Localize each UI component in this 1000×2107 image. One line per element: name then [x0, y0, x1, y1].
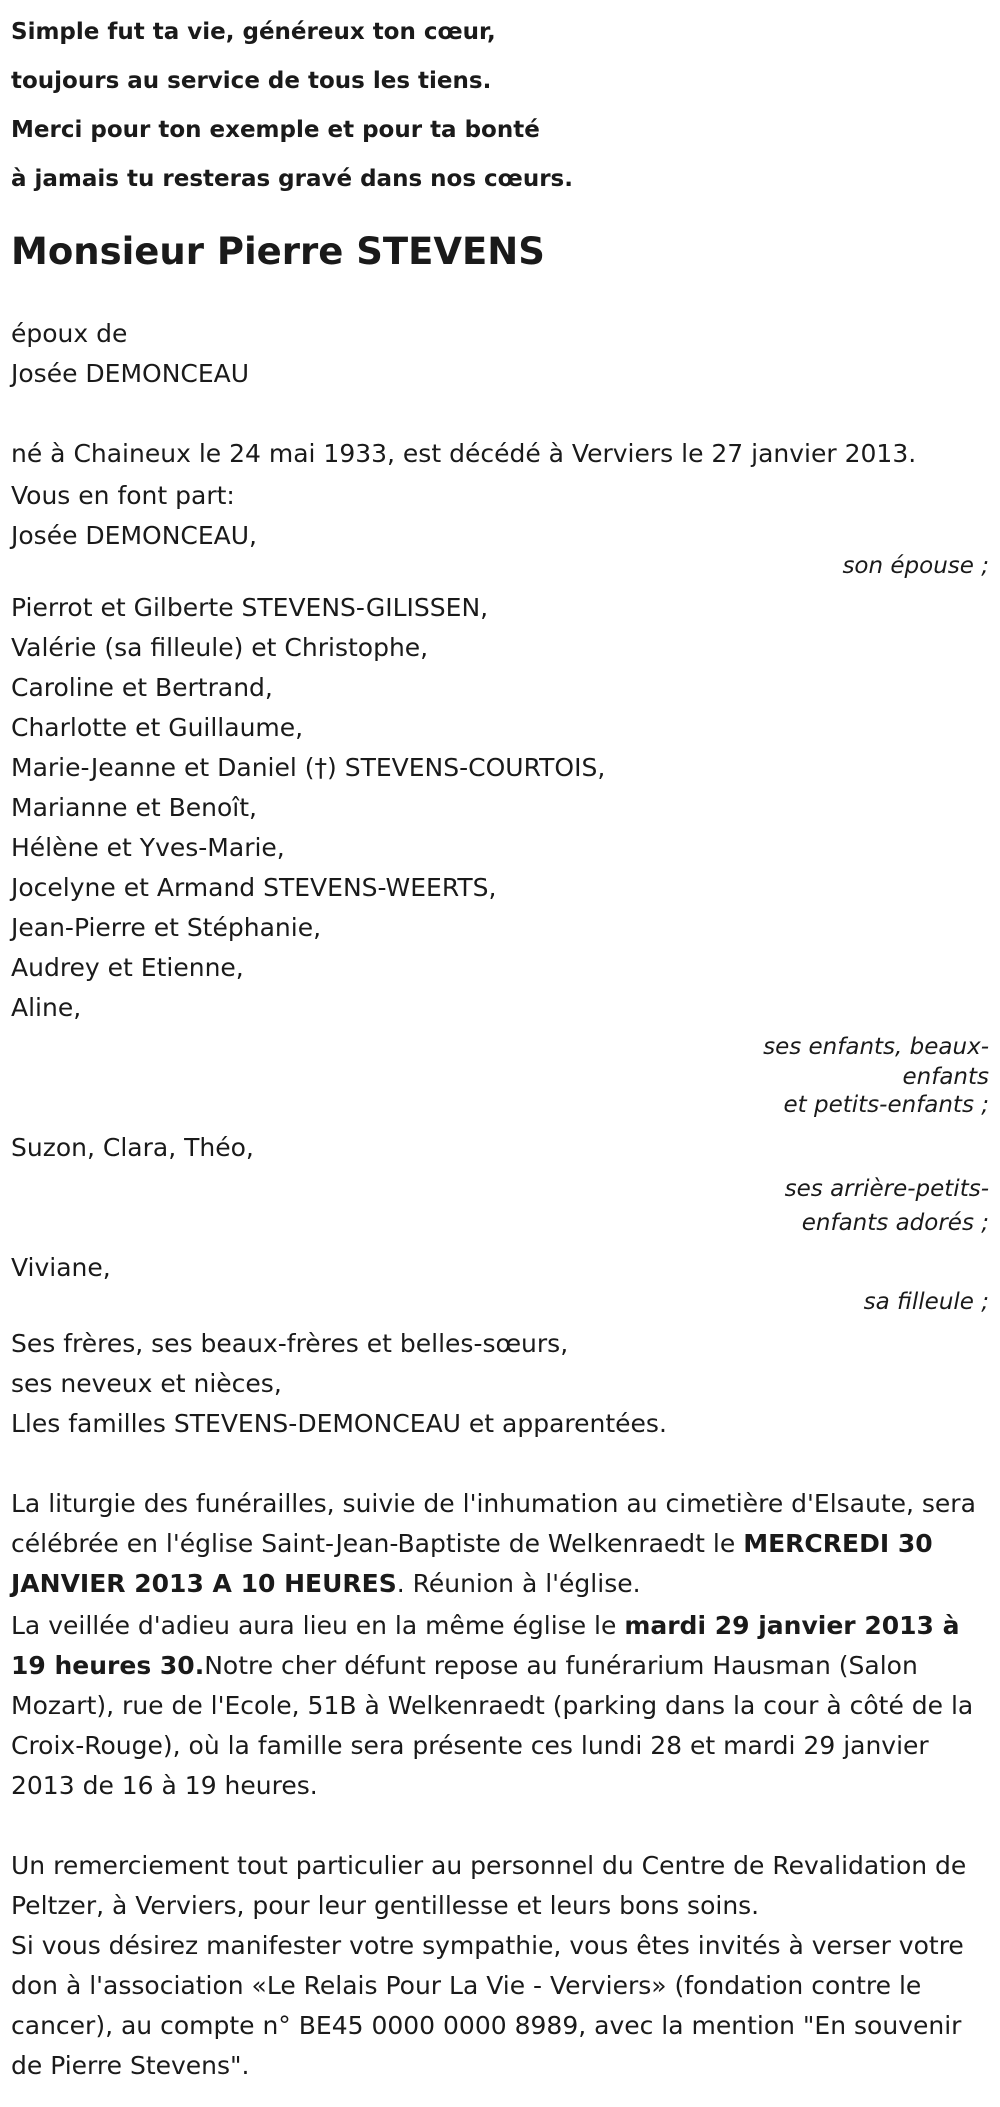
announce-intro: Vous en font part: [11, 481, 235, 510]
goddaughter-role: sa filleule ; [863, 1289, 989, 1315]
children-role [11, 1030, 989, 1120]
list-item: Jean-Pierre et Stéphanie, [11, 913, 322, 942]
role-line: ses enfants, beaux- [763, 1034, 989, 1060]
birth-death: né à Chaineux le 24 mai 1933, est décédé à Verviers le 27 janvier 2013. [11, 439, 917, 468]
poem-line: Merci pour ton exemple et pour ta bonté [11, 117, 540, 143]
spouse-intro: époux de [11, 319, 128, 348]
vigil-text-end: Notre cher défunt repose au funérarium Hausman (Salon Mozart), rue de l'Ecole, 51B à Welkenraedt (parking dans la cour à côté de la Croix-Rouge), où la famille sera présente ces lundi 28 et mardi 29 janvier 2013 de 16 à 19 heures. [11, 1651, 974, 1800]
role-line: enfants [902, 1064, 989, 1090]
list-item: Ses frères, ses beaux-frères et belles-sœurs, [11, 1329, 569, 1358]
others-list [11, 1324, 989, 1444]
liturgy-text: La liturgie des funérailles, suivie de l'inhumation au cimetière d'Elsaute, sera célébrée en l'église Saint-Jean-Baptiste de Welkenraedt le [11, 1489, 976, 1558]
list-item: Marianne et Benoît, [11, 793, 257, 822]
list-item: Marie-Jeanne et Daniel (†) STEVENS-COURTOIS, [11, 753, 606, 782]
great-grandchildren: Suzon, Clara, Théo, [11, 1133, 254, 1162]
poem [11, 8, 989, 204]
vigil-text: La veillée d'adieu aura lieu en la même église le [11, 1611, 625, 1640]
spouse-name: Josée DEMONCEAU [11, 359, 250, 388]
list-item: Aline, [11, 993, 82, 1022]
role-line: et petits-enfants ; [783, 1092, 989, 1118]
list-item: Caroline et Bertrand, [11, 673, 273, 702]
spouse-line: Josée DEMONCEAU, [11, 521, 257, 550]
great-role [11, 1172, 989, 1240]
list-item: Charlotte et Guillaume, [11, 713, 304, 742]
poem-line: Simple fut ta vie, généreux ton cœur, [11, 19, 496, 45]
vigil-date: mardi 29 janvier 2013 à 19 heures 30. [11, 1611, 960, 1680]
list-item: Lles familles STEVENS-DEMONCEAU et apparentées. [11, 1409, 667, 1438]
thanks-paragraph: Un remerciement tout particulier au personnel du Centre de Revalidation de Peltzer, à Verviers, pour leur gentillesse et leurs bons soins. [11, 1851, 967, 1920]
goddaughter: Viviane, [11, 1253, 111, 1282]
role-line: ses arrière-petits- [784, 1176, 989, 1202]
role-line: enfants adorés ; [801, 1210, 989, 1236]
vigil-paragraph [11, 1606, 989, 1806]
list-item: Pierrot et Gilberte STEVENS-GILISSEN, [11, 593, 489, 622]
list-item: ses neveux et nièces, [11, 1369, 282, 1398]
children-list [11, 588, 989, 1028]
liturgy-text-end: . Réunion à l'église. [396, 1569, 641, 1598]
deceased-name: Monsieur Pierre STEVENS [11, 230, 545, 273]
poem-line: à jamais tu resteras gravé dans nos cœurs. [11, 166, 573, 192]
spouse-role: son épouse ; [842, 553, 989, 579]
list-item: Audrey et Etienne, [11, 953, 244, 982]
liturgy-paragraph [11, 1484, 989, 1604]
donation-paragraph: Si vous désirez manifester votre sympathie, vous êtes invités à verser votre don à l'association «Le Relais Pour La Vie - Verviers» (fondation contre le cancer), au compte n° BE45 0000 0000 8989, avec la mention "En souvenir de Pierre Stevens". [11, 1931, 964, 2080]
poem-line: toujours au service de tous les tiens. [11, 68, 492, 94]
liturgy-date: MERCREDI 30 JANVIER 2013 A 10 HEURES [11, 1529, 933, 1598]
list-item: Hélène et Yves-Marie, [11, 833, 285, 862]
list-item: Jocelyne et Armand STEVENS-WEERTS, [11, 873, 497, 902]
list-item: Valérie (sa filleule) et Christophe, [11, 633, 429, 662]
